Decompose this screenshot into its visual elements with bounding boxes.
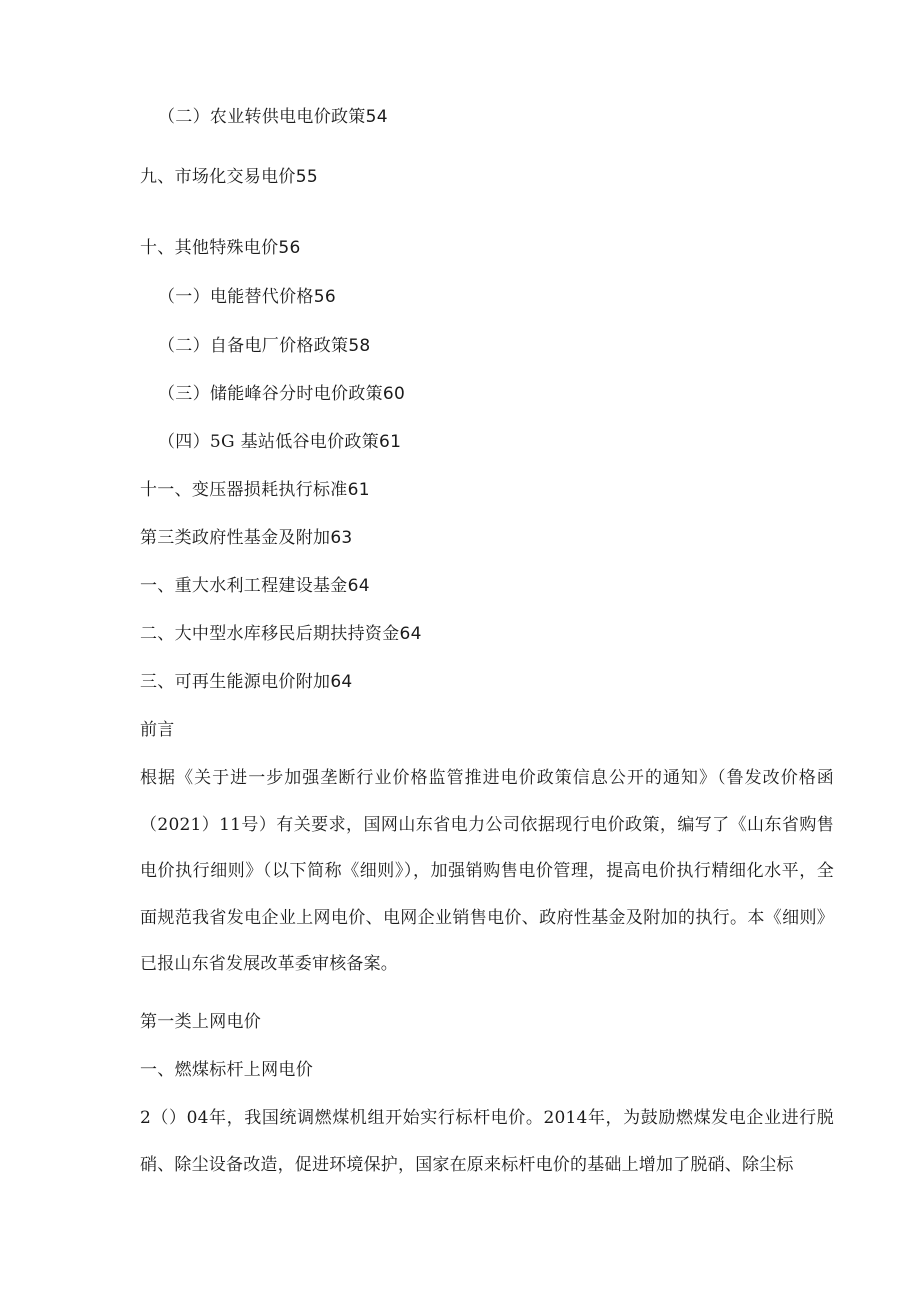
subsection-heading: 一、燃煤标杆上网电价 (140, 1060, 313, 1080)
body-paragraph: 2（）04年，我国统调燃煤机组开始实行标杆电价。2014年，为鼓励燃煤发电企业进行脱硝、除尘设备改造，促进环境保护，国家在原来标杆电价的基础上增加了脱硝、除尘标 (140, 1108, 834, 1175)
toc-entry-page: 61 (379, 432, 402, 452)
toc-entry-label: （二）农业转供电电价政策 (158, 107, 366, 127)
preface-heading: 前言 (140, 720, 175, 740)
toc-entry-label: 十一、变压器损耗执行标准 (140, 480, 348, 500)
toc-entry-page: 64 (330, 672, 353, 692)
toc-entry-page: 60 (382, 384, 406, 404)
toc-entry-page: 54 (365, 107, 388, 127)
section-heading: 第一类上网电价 (140, 1012, 262, 1032)
toc-entry-label: （二）自备电厂价格政策 (158, 336, 349, 356)
toc-entry-label: （四）5G 基站低谷电价政策 (158, 432, 379, 452)
preface-paragraph: 根据《关于进一步加强垄断行业价格监管推进电价政策信息公开的通知》（鲁发改价格函（2021）11号）有关要求，国网山东省电力公司依据现行电价政策，编写了《山东省购售电价执行细则》（以下简称《细则》），加强销购售电价管理，提高电价执行精细化水平，全面规范我省发电企业上网电价、电网企业销售电价、政府性基金及附加的执行。本《细则》已报山东省发展改革委审核备案。 (140, 768, 834, 974)
toc-entry-label: 二、大中型水库移民后期扶持资金 (140, 624, 400, 644)
toc-entry[interactable] (158, 286, 336, 308)
toc-entry-page: 64 (399, 624, 422, 644)
toc-entry[interactable] (158, 335, 371, 357)
toc-entry-page: 55 (295, 167, 318, 187)
toc-entry[interactable] (158, 106, 388, 128)
toc-entry-page: 61 (347, 480, 370, 500)
toc-entry[interactable] (140, 575, 370, 597)
toc-entry-label: 十、其他特殊电价 (140, 238, 279, 258)
toc-entry-label: （三）储能峰谷分时电价政策 (158, 384, 383, 404)
toc-entry[interactable] (140, 671, 353, 693)
toc-entry[interactable] (140, 166, 318, 188)
toc-entry[interactable] (158, 383, 405, 405)
toc-entry[interactable] (140, 527, 353, 549)
toc-entry-page: 64 (347, 576, 370, 596)
toc-entry[interactable] (140, 479, 370, 501)
toc-entry-label: 一、重大水利工程建设基金 (140, 576, 348, 596)
toc-entry-page: 63 (330, 528, 353, 548)
toc-entry-page: 56 (278, 238, 301, 258)
toc-entry[interactable] (158, 431, 401, 453)
toc-entry-page: 58 (348, 336, 371, 356)
toc-entry-label: 九、市场化交易电价 (140, 167, 296, 187)
toc-entry[interactable] (140, 237, 301, 259)
toc-entry-label: （一）电能替代价格 (158, 287, 314, 307)
toc-entry-label: 第三类政府性基金及附加 (140, 528, 331, 548)
toc-entry-page: 56 (313, 287, 336, 307)
toc-entry-label: 三、可再生能源电价附加 (140, 672, 331, 692)
toc-entry[interactable] (140, 623, 422, 645)
